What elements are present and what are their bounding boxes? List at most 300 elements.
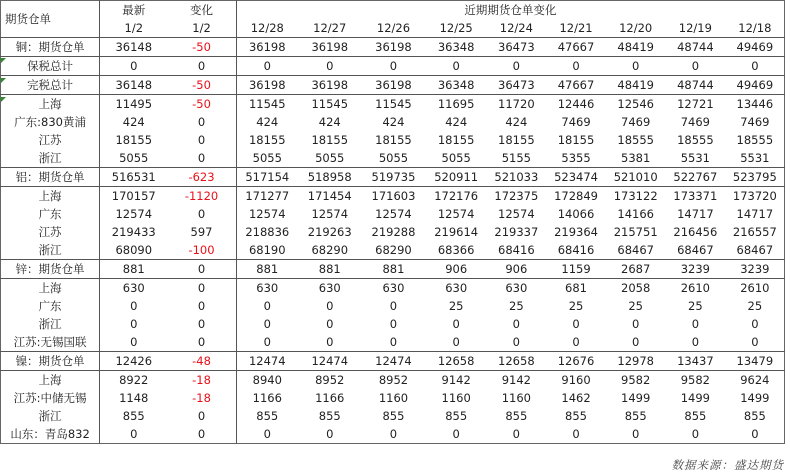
- history-value: 11720: [498, 97, 535, 111]
- data-source-note: 数据来源：盛达期货: [671, 458, 784, 472]
- history-value: 7469: [680, 115, 710, 129]
- history-value: 25: [688, 299, 703, 313]
- history-value: 18555: [736, 133, 774, 147]
- change-value: 0: [167, 57, 236, 76]
- table-row: [1, 38, 785, 57]
- history-value: 12546: [617, 97, 654, 111]
- history-value: 0: [632, 317, 640, 331]
- change-value: 0: [167, 315, 236, 333]
- history-value: 2058: [621, 281, 651, 295]
- history-value: 0: [326, 427, 334, 441]
- history-value: 11545: [311, 97, 349, 111]
- header-date: 12/24: [487, 19, 546, 38]
- history-value: 0: [326, 317, 334, 331]
- history-value: 9624: [740, 373, 770, 387]
- history-value: 216456: [673, 225, 718, 239]
- history-value: 630: [382, 281, 405, 295]
- history-value: 173371: [673, 189, 718, 203]
- header-date: 12/20: [606, 19, 665, 38]
- history-value: 12574: [375, 207, 412, 221]
- history-value: 12978: [606, 352, 665, 371]
- change-value: 0: [167, 205, 236, 223]
- history-value: 881: [236, 260, 298, 279]
- header-date: 12/28: [236, 19, 298, 38]
- history-value: 5355: [546, 149, 607, 168]
- history-value: 7469: [621, 115, 651, 129]
- history-value: 36473: [487, 38, 546, 57]
- row-label: 铝：期货仓单: [1, 168, 100, 187]
- history-value: 1499: [740, 391, 770, 405]
- history-value: 12574: [437, 207, 475, 221]
- header-latest-date: 1/2: [100, 19, 168, 38]
- history-value: 0: [726, 333, 785, 352]
- table-row: [1, 279, 785, 298]
- table-row: [1, 241, 785, 260]
- history-value: 0: [726, 57, 785, 76]
- header-change: 变化: [167, 1, 236, 20]
- latest-value: 881: [100, 260, 168, 279]
- change-value: 0: [167, 149, 236, 168]
- comment-marker-icon: [1, 97, 6, 102]
- history-value: 855: [505, 409, 528, 423]
- table-row: [1, 113, 785, 131]
- history-value: 0: [263, 299, 271, 313]
- history-value: 5381: [606, 149, 665, 168]
- history-value: 855: [256, 409, 279, 423]
- change-value: -18: [167, 389, 236, 407]
- history-value: 0: [512, 427, 520, 441]
- latest-value: 68090: [100, 241, 168, 260]
- latest-value: 424: [122, 115, 145, 129]
- history-value: 219337: [494, 225, 539, 239]
- history-value: 68190: [236, 241, 298, 260]
- latest-value: 0: [100, 57, 168, 76]
- history-value: 68416: [487, 241, 546, 260]
- history-value: 855: [382, 409, 405, 423]
- history-value: 1499: [680, 391, 710, 405]
- table-row: [1, 371, 785, 390]
- history-value: 424: [318, 115, 341, 129]
- comment-marker-icon: [1, 78, 6, 83]
- history-value: 14166: [617, 207, 654, 221]
- latest-value: 1148: [119, 391, 149, 405]
- row-label: 广东:830黄浦: [1, 113, 100, 131]
- history-value: 424: [445, 115, 468, 129]
- latest-value: 516531: [100, 168, 168, 187]
- history-value: 8952: [315, 373, 345, 387]
- change-value: -48: [167, 352, 236, 371]
- history-value: 5155: [487, 149, 546, 168]
- history-value: 0: [298, 333, 362, 352]
- history-value: 0: [632, 427, 640, 441]
- history-value: 18155: [375, 133, 412, 147]
- history-value: 0: [389, 317, 398, 331]
- history-value: 36348: [425, 38, 487, 57]
- history-value: 5531: [665, 149, 726, 168]
- table-row: [1, 407, 785, 425]
- history-value: 25: [448, 299, 464, 313]
- history-value: 424: [256, 115, 279, 129]
- history-value: 0: [362, 333, 426, 352]
- history-value: 68366: [425, 241, 487, 260]
- history-value: 172375: [494, 189, 539, 203]
- change-value: -50: [167, 95, 236, 114]
- history-value: 12721: [677, 97, 714, 111]
- history-value: 18155: [437, 133, 475, 147]
- change-value: 597: [167, 223, 236, 241]
- history-value: 855: [565, 409, 587, 423]
- latest-value: 0: [130, 427, 138, 441]
- history-value: 855: [743, 409, 766, 423]
- history-value: 13479: [726, 352, 785, 371]
- history-value: 0: [691, 427, 700, 441]
- history-value: 855: [684, 409, 707, 423]
- history-value: 12574: [498, 207, 535, 221]
- row-label: 山东：青岛832: [1, 425, 100, 444]
- row-label: 铜：期货仓单: [1, 38, 100, 57]
- latest-value: 11495: [115, 97, 153, 111]
- history-value: 25: [568, 299, 584, 313]
- table-row: [1, 333, 785, 352]
- history-value: 5055: [362, 149, 426, 168]
- latest-value: 18155: [115, 133, 153, 147]
- row-label: 浙江: [1, 315, 100, 333]
- history-value: 18155: [498, 133, 535, 147]
- history-value: 68290: [298, 241, 362, 260]
- history-value: 855: [445, 409, 468, 423]
- history-value: 1160: [501, 391, 531, 405]
- history-value: 12574: [311, 207, 349, 221]
- history-value: 1166: [315, 391, 345, 405]
- history-value: 14717: [736, 207, 774, 221]
- history-value: 2610: [680, 281, 710, 295]
- history-value: 7469: [740, 115, 770, 129]
- history-value: 7469: [561, 115, 591, 129]
- history-value: 521033: [487, 168, 546, 187]
- row-label: 江苏:中储无锡: [1, 389, 100, 407]
- latest-value: 0: [100, 333, 168, 352]
- history-value: 216557: [732, 225, 777, 239]
- history-value: 12658: [425, 352, 487, 371]
- history-value: 18155: [557, 133, 595, 147]
- table-row: [1, 315, 785, 333]
- history-value: 11695: [437, 97, 475, 111]
- history-value: 523795: [726, 168, 785, 187]
- history-value: 0: [572, 317, 580, 331]
- row-label: 上海: [1, 371, 100, 390]
- history-value: 218836: [245, 225, 290, 239]
- history-value: 25: [509, 299, 524, 313]
- latest-value: 12426: [100, 352, 168, 371]
- history-value: 0: [425, 57, 487, 76]
- change-value: 0: [167, 131, 236, 149]
- history-value: 517154: [236, 168, 298, 187]
- history-value: 172849: [554, 189, 598, 203]
- row-label: 江苏: [1, 131, 100, 149]
- history-value: 881: [298, 260, 362, 279]
- change-value: -1120: [167, 187, 236, 206]
- table-row: [1, 260, 785, 279]
- table-row: [1, 223, 785, 241]
- change-value: 0: [167, 407, 236, 425]
- table-row: [1, 389, 785, 407]
- history-value: 18155: [311, 133, 349, 147]
- change-value: 0: [167, 333, 236, 352]
- history-value: 36198: [362, 76, 426, 95]
- table-row: [1, 149, 785, 168]
- table-row: [1, 187, 785, 206]
- table-row: [1, 168, 785, 187]
- row-label: 浙江: [1, 149, 100, 168]
- history-value: 12676: [546, 352, 607, 371]
- history-value: 36198: [298, 38, 362, 57]
- history-value: 1160: [441, 391, 471, 405]
- history-value: 0: [665, 333, 726, 352]
- header-title: 期货仓单: [1, 1, 100, 38]
- history-value: 855: [318, 409, 341, 423]
- history-value: 3239: [726, 260, 785, 279]
- history-value: 215751: [613, 225, 658, 239]
- comment-marker-icon: [1, 58, 6, 63]
- history-value: 5055: [425, 149, 487, 168]
- history-value: 36473: [487, 76, 546, 95]
- history-value: 68467: [606, 241, 665, 260]
- history-value: 8952: [378, 373, 409, 387]
- history-value: 2610: [740, 281, 770, 295]
- row-label: 江苏: [1, 223, 100, 241]
- history-value: 0: [389, 427, 398, 441]
- table-row: [1, 425, 785, 444]
- history-value: 0: [452, 427, 460, 441]
- history-value: 36348: [425, 76, 487, 95]
- history-value: 9582: [621, 373, 651, 387]
- row-label: 江苏:无锡国联: [1, 333, 100, 352]
- history-value: 523474: [546, 168, 607, 187]
- history-value: 48744: [665, 38, 726, 57]
- history-value: 0: [546, 57, 607, 76]
- history-value: 14717: [677, 207, 714, 221]
- history-value: 9142: [441, 373, 471, 387]
- history-value: 0: [572, 427, 580, 441]
- row-label: 上海: [1, 95, 100, 114]
- latest-value: 0: [130, 317, 138, 331]
- change-value: -623: [167, 168, 236, 187]
- history-value: 171603: [371, 189, 416, 203]
- row-label: 镍：期货仓单: [1, 352, 100, 371]
- latest-value: 0: [130, 299, 138, 313]
- history-value: 219263: [307, 225, 352, 239]
- history-value: 0: [546, 333, 607, 352]
- history-value: 13437: [665, 352, 726, 371]
- history-value: 1159: [546, 260, 607, 279]
- history-value: 630: [256, 281, 279, 295]
- history-value: 0: [236, 57, 298, 76]
- history-value: 12574: [248, 207, 286, 221]
- header-row-2: [1, 19, 785, 38]
- latest-value: 12574: [115, 207, 153, 221]
- history-value: 0: [751, 427, 759, 441]
- history-value: 14066: [557, 207, 595, 221]
- history-value: 171277: [245, 189, 290, 203]
- history-value: 0: [487, 57, 546, 76]
- history-value: 12474: [362, 352, 426, 371]
- history-value: 48419: [606, 38, 665, 57]
- change-value: -18: [167, 371, 236, 390]
- history-value: 219364: [554, 225, 598, 239]
- header-date: 12/19: [665, 19, 726, 38]
- history-value: 681: [565, 281, 587, 295]
- latest-value: 170157: [111, 189, 156, 203]
- row-label: 浙江: [1, 407, 100, 425]
- history-value: 855: [624, 409, 647, 423]
- history-value: 5055: [298, 149, 362, 168]
- history-value: 18555: [617, 133, 654, 147]
- history-value: 1499: [621, 391, 651, 405]
- history-value: 48419: [606, 76, 665, 95]
- table-row: [1, 131, 785, 149]
- latest-value: 36148: [100, 76, 168, 95]
- table-row: [1, 297, 785, 315]
- history-value: 520911: [425, 168, 487, 187]
- row-label: 保税总计: [1, 57, 100, 76]
- history-value: 2687: [606, 260, 665, 279]
- history-value: 47667: [546, 76, 607, 95]
- history-value: 1166: [252, 391, 282, 405]
- history-value: 49469: [726, 76, 785, 95]
- history-value: 0: [691, 317, 700, 331]
- history-value: 18555: [677, 133, 714, 147]
- history-value: 173122: [613, 189, 658, 203]
- history-value: 0: [452, 317, 460, 331]
- history-value: 12474: [298, 352, 362, 371]
- row-label: 上海: [1, 279, 100, 298]
- history-value: 0: [606, 333, 665, 352]
- change-value: 0: [167, 279, 236, 298]
- change-value: 0: [167, 260, 236, 279]
- header-change-date: 1/2: [167, 19, 236, 38]
- table-row: [1, 205, 785, 223]
- header-date: 12/18: [726, 19, 785, 38]
- history-value: 0: [425, 333, 487, 352]
- history-value: 0: [665, 57, 726, 76]
- history-value: 9582: [680, 373, 710, 387]
- history-value: 36198: [236, 76, 298, 95]
- history-value: 881: [362, 260, 426, 279]
- table-row: [1, 352, 785, 371]
- change-value: -50: [167, 38, 236, 57]
- history-value: 630: [445, 281, 468, 295]
- change-value: 0: [167, 425, 236, 444]
- row-label: 广东: [1, 297, 100, 315]
- history-value: 5531: [726, 149, 785, 168]
- row-label: 完税总计: [1, 76, 100, 95]
- history-value: 68290: [362, 241, 426, 260]
- history-value: 25: [628, 299, 643, 313]
- history-value: 0: [487, 333, 546, 352]
- history-value: 521010: [606, 168, 665, 187]
- history-value: 12446: [557, 97, 595, 111]
- history-value: 630: [318, 281, 341, 295]
- history-value: 0: [298, 57, 362, 76]
- change-value: 0: [167, 113, 236, 131]
- latest-value: 5055: [100, 149, 168, 168]
- table-row: [1, 57, 785, 76]
- history-value: 0: [362, 57, 426, 76]
- header-date: 12/21: [546, 19, 607, 38]
- history-value: 172176: [434, 189, 479, 203]
- history-value: 11545: [375, 97, 412, 111]
- history-value: 906: [425, 260, 487, 279]
- history-value: 519735: [362, 168, 426, 187]
- history-value: 9142: [501, 373, 531, 387]
- history-value: 630: [505, 281, 528, 295]
- history-value: 3239: [665, 260, 726, 279]
- latest-value: 855: [122, 409, 145, 423]
- history-value: 173720: [732, 189, 777, 203]
- history-value: 36198: [362, 38, 426, 57]
- history-value: 13446: [736, 97, 774, 111]
- header-row-1: [1, 1, 785, 20]
- table-row: [1, 95, 785, 114]
- history-value: 424: [382, 115, 405, 129]
- history-value: 0: [606, 57, 665, 76]
- history-value: 36198: [298, 76, 362, 95]
- history-value: 0: [236, 333, 298, 352]
- history-value: 1462: [561, 391, 591, 405]
- history-value: 906: [487, 260, 546, 279]
- history-value: 424: [505, 115, 528, 129]
- row-label: 浙江: [1, 241, 100, 260]
- history-value: 36198: [236, 38, 298, 57]
- history-value: 0: [263, 317, 271, 331]
- history-value: 18155: [248, 133, 286, 147]
- table-row: [1, 76, 785, 95]
- history-value: 8940: [252, 373, 282, 387]
- row-label: 广东: [1, 205, 100, 223]
- header-date: 12/25: [425, 19, 487, 38]
- history-value: 9160: [561, 373, 591, 387]
- history-value: 48744: [665, 76, 726, 95]
- history-value: 12658: [487, 352, 546, 371]
- history-value: 5055: [236, 149, 298, 168]
- history-value: 49469: [726, 38, 785, 57]
- history-value: 68416: [546, 241, 607, 260]
- row-label: 上海: [1, 187, 100, 206]
- latest-value: 36148: [100, 38, 168, 57]
- history-value: 0: [326, 299, 334, 313]
- history-value: 1160: [378, 391, 409, 405]
- header-date: 12/27: [298, 19, 362, 38]
- history-value: 171454: [307, 189, 352, 203]
- row-label: 锌：期货仓单: [1, 260, 100, 279]
- history-value: 25: [747, 299, 763, 313]
- history-value: 0: [389, 299, 398, 313]
- change-value: 0: [167, 297, 236, 315]
- header-latest: 最新: [122, 3, 146, 17]
- history-value: 11545: [248, 97, 286, 111]
- history-value: 518958: [298, 168, 362, 187]
- history-value: 0: [751, 317, 759, 331]
- latest-value: 219433: [111, 225, 156, 239]
- history-value: 12474: [236, 352, 298, 371]
- change-value: -50: [167, 76, 236, 95]
- history-value: 68467: [726, 241, 785, 260]
- history-value: 47667: [546, 38, 607, 57]
- change-value: -100: [167, 241, 236, 260]
- history-value: 0: [263, 427, 271, 441]
- history-value: 219288: [371, 225, 416, 239]
- history-value: 68467: [665, 241, 726, 260]
